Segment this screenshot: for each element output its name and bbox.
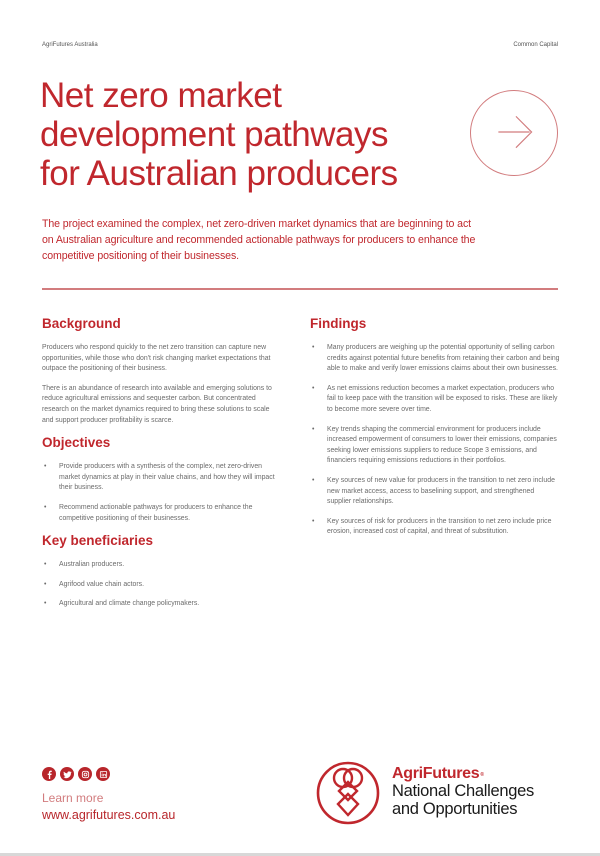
bullet-icon: • xyxy=(44,503,47,511)
list-item-text: Australian producers. xyxy=(59,561,125,569)
intro-line: on Australian agriculture and recommended actionable pathways for producers to enhance the xyxy=(42,234,476,246)
list-item xyxy=(310,517,560,538)
bullet-icon: • xyxy=(312,476,315,484)
beneficiaries-heading: Key beneficiaries xyxy=(42,533,154,549)
bullet-icon: • xyxy=(44,463,47,471)
list-item-text: Agrifood value chain actors. xyxy=(59,580,145,588)
list-item xyxy=(42,503,282,524)
left-column xyxy=(42,316,282,619)
next-arrow-button[interactable] xyxy=(470,90,558,176)
list-item xyxy=(42,560,282,571)
logo-tagline-line: and Opportunities xyxy=(392,800,518,818)
objectives-section xyxy=(42,435,282,524)
agrifutures-logo-icon xyxy=(313,758,383,828)
list-item xyxy=(310,384,560,416)
list-item xyxy=(310,476,560,508)
findings-list xyxy=(310,343,560,538)
list-item-text: As net emissions reduction becomes a market expectation, producers who fail to keep pace with the transition will be exposed to risks. These are likely to become more severe over time. xyxy=(327,384,558,413)
title-line: for Australian producers xyxy=(40,154,398,193)
list-item-text: Key trends shaping the commercial environment for producers include increased empowerment of consumers to lower their emissions, companies seeking lower emissions suppliers to reduce Scope 3 emissions, and financiers requiring emissions reductions in their portfolios. xyxy=(327,425,557,465)
title-line: Net zero market xyxy=(40,76,282,115)
list-item-text: Recommend actionable pathways for producers to enhance the competitive positioning of their businesses. xyxy=(59,503,253,522)
list-item-text: Many producers are weighing up the potential opportunity of selling carbon credits against potential future benefits from retaining their carbon and being able to make and verify lower emissions claims about their own businesses. xyxy=(327,344,560,373)
logo-brand-name xyxy=(392,765,484,783)
arrow-right-icon xyxy=(471,91,557,175)
bullet-icon: • xyxy=(312,517,315,525)
background-paragraph: Producers who respond quickly to the net zero transition can capture new opportunities, while those who don't risk changing market expectations that outpace the positioning of their business. xyxy=(42,344,271,373)
logo-brand-text: AgriFutures xyxy=(392,765,480,782)
list-item xyxy=(310,343,560,375)
section-divider xyxy=(42,288,558,290)
bullet-icon: • xyxy=(312,425,315,433)
bullet-icon: • xyxy=(312,344,315,351)
header-org-name: AgriFutures Australia xyxy=(42,42,98,48)
background-section xyxy=(42,316,282,426)
list-item xyxy=(310,425,560,467)
website-link[interactable]: www.agrifutures.com.au xyxy=(42,808,176,822)
header-partner-name: Common Capital xyxy=(513,42,558,48)
list-item-text: Agricultural and climate change policymakers. xyxy=(59,600,200,608)
beneficiaries-list xyxy=(42,560,282,610)
list-item xyxy=(42,580,282,591)
linkedin-icon[interactable] xyxy=(96,767,110,781)
objectives-list xyxy=(42,462,282,524)
intro-line: The project examined the complex, net zero-driven market dynamics that are beginning to act xyxy=(42,218,471,230)
intro-line: competitive positioning of their businesses. xyxy=(42,250,239,262)
findings-heading: Findings xyxy=(310,316,367,331)
bullet-icon: • xyxy=(44,580,47,588)
learn-more-label: Learn more xyxy=(42,791,104,805)
page-title xyxy=(40,76,460,193)
right-column xyxy=(310,316,560,547)
list-item-text: Key sources of new value for producers in the transition to net zero include new market access, access to baselining support, and strengthened supplier relationships. xyxy=(327,476,555,506)
instagram-icon[interactable] xyxy=(78,767,92,781)
registered-mark: ® xyxy=(480,772,484,778)
title-line: development pathways xyxy=(40,115,388,154)
twitter-icon[interactable] xyxy=(60,767,74,781)
list-item xyxy=(42,599,282,610)
background-paragraph: There is an abundance of research into available and emerging solutions to reduce agricultural emissions and sequester carbon. But concentrated research on the market dynamics required to bring these solutions to scale and support producer profitability is scarce. xyxy=(42,384,272,424)
social-links xyxy=(42,767,110,781)
intro-summary xyxy=(42,216,562,264)
bullet-icon: • xyxy=(44,600,47,608)
list-item-text: Provide producers with a synthesis of the complex, net zero-driven market dynamics at play in their value chains, and how they will impact their business. xyxy=(59,463,275,492)
beneficiaries-section xyxy=(42,533,282,610)
logo-tagline-line: National Challenges xyxy=(392,782,534,800)
bullet-icon: • xyxy=(312,384,315,392)
background-heading: Background xyxy=(42,316,121,331)
list-item xyxy=(42,462,282,494)
facebook-icon[interactable] xyxy=(42,767,56,781)
bullet-icon: • xyxy=(44,561,47,569)
findings-section xyxy=(310,316,560,538)
list-item-text: Key sources of risk for producers in the transition to net zero include price erosion, increased cost of capital, and threat of substitution. xyxy=(327,517,552,536)
objectives-heading: Objectives xyxy=(42,435,111,451)
